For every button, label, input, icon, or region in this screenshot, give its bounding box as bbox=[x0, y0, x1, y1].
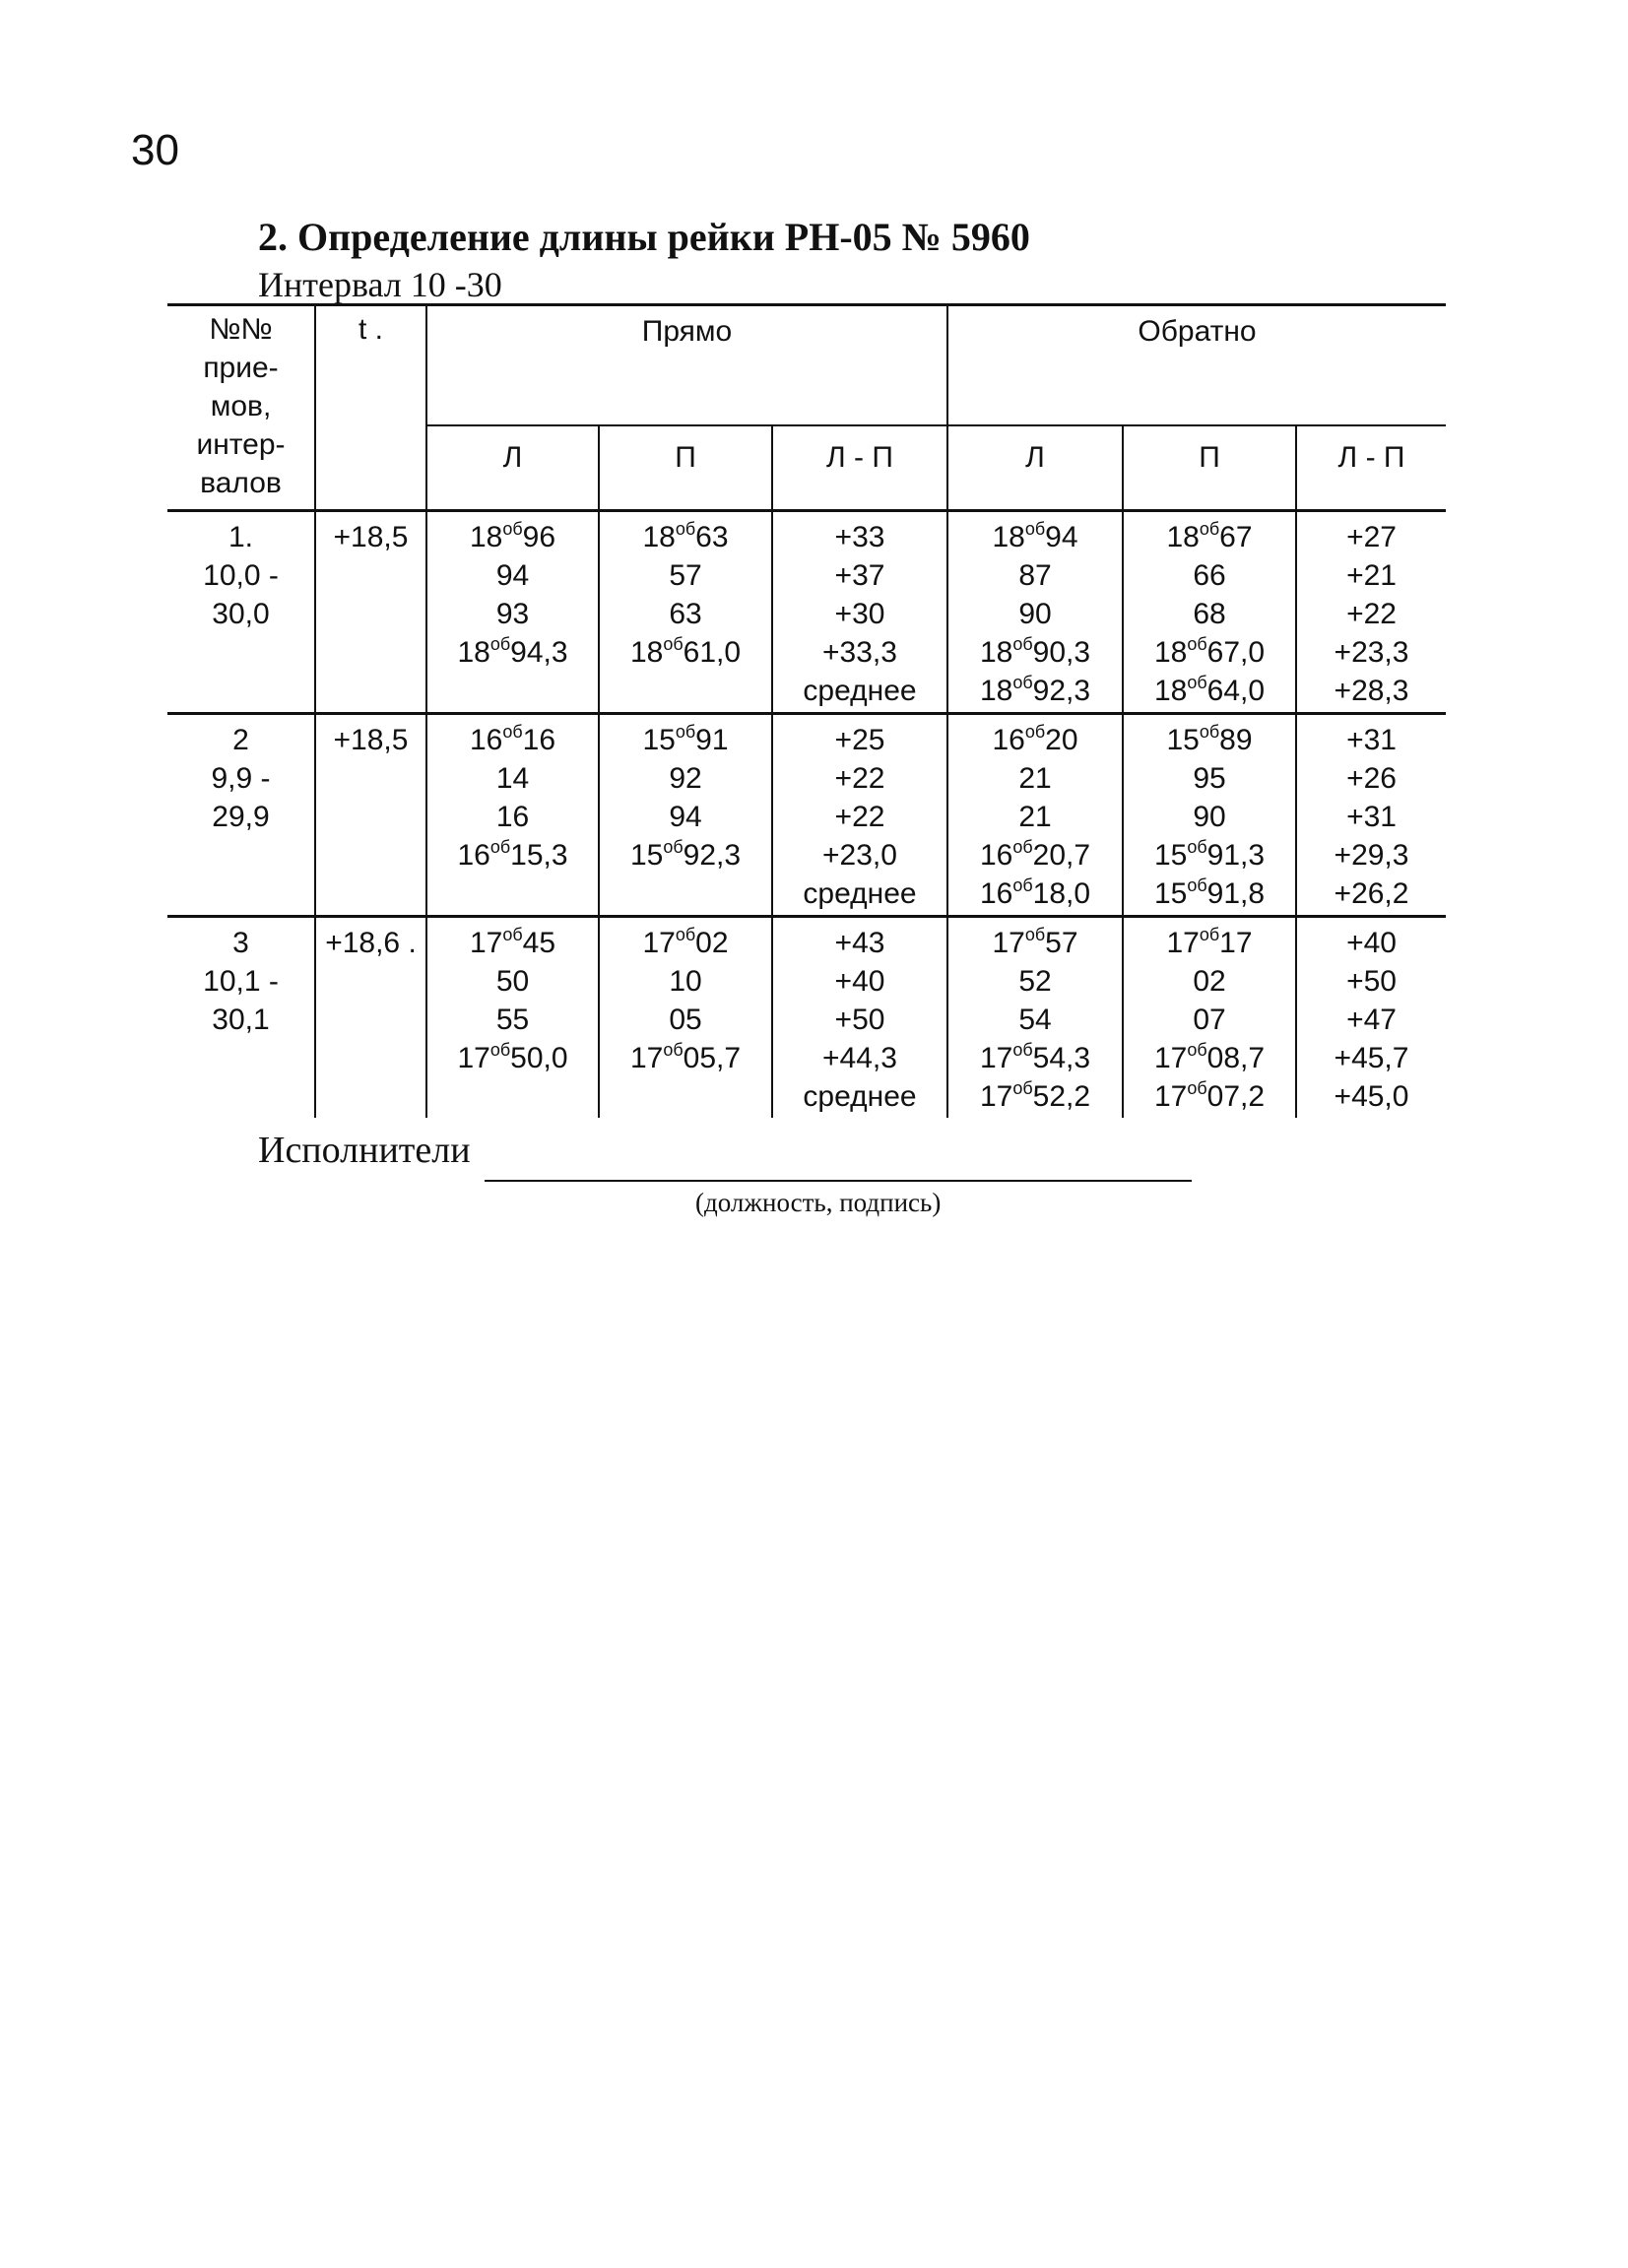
revolution-mark: об bbox=[1187, 837, 1207, 857]
revolution-mark: об bbox=[1012, 634, 1033, 654]
cell-direct-p: $15^{об}91$ 92 94 $15^{об}92,3$ bbox=[599, 714, 772, 917]
header-reception-number: №№ прие- мов, интер- валов bbox=[167, 305, 315, 511]
cell-reverse-diff: +40 +50 +47 +45,7 +45,0 bbox=[1296, 917, 1446, 1119]
revolution-mark: об bbox=[502, 519, 523, 539]
revolution-mark: об bbox=[489, 837, 511, 857]
revolution-mark: об bbox=[1012, 673, 1033, 692]
signature-line bbox=[485, 1180, 1192, 1182]
cell-direct-diff: +25 +22 +22 +23,0 среднее bbox=[772, 714, 947, 917]
revolution-mark: об bbox=[1024, 519, 1046, 539]
cell-reverse-diff: +27 +21 +22 +23,3 +28,3 bbox=[1296, 511, 1446, 714]
revolution-mark: об bbox=[1199, 925, 1220, 944]
cell-reverse-diff: +31 +26 +31 +29,3 +26,2 bbox=[1296, 714, 1446, 917]
measurement-table bbox=[167, 303, 1446, 1118]
revolution-mark: об bbox=[1187, 1040, 1207, 1060]
subheader-reverse-p: П bbox=[1123, 425, 1296, 511]
revolution-mark: об bbox=[1199, 519, 1220, 539]
revolution-mark: об bbox=[489, 634, 511, 654]
subheader-reverse-l: Л bbox=[947, 425, 1123, 511]
revolution-mark: об bbox=[675, 722, 696, 742]
cell-direct-diff: +33 +37 +30 +33,3 среднее bbox=[772, 511, 947, 714]
cell-reception-number: 2 9,9 - 29,9 bbox=[167, 714, 315, 917]
header-temperature: t . bbox=[315, 305, 426, 511]
cell-temperature: +18,5 bbox=[315, 511, 426, 714]
revolution-mark: об bbox=[663, 1040, 684, 1060]
cell-reception-number: 1. 10,0 - 30,0 bbox=[167, 511, 315, 714]
cell-reverse-l: $17^{об}57$ 52 54 $17^{об}54,3$ $17^{об}52,2$ bbox=[947, 917, 1123, 1119]
cell-reverse-l: $16^{об}20$ 21 21 $16^{об}20,7$ $16^{об}18,0$ bbox=[947, 714, 1123, 917]
header-direct: Прямо bbox=[426, 305, 947, 426]
cell-direct-p: $17^{об}02$ 10 05 $17^{об}05,7$ bbox=[599, 917, 772, 1119]
cell-direct-p: $18^{об}63$ 57 63 $18^{об}61,0$ bbox=[599, 511, 772, 714]
cell-direct-diff: +43 +40 +50 +44,3 среднее bbox=[772, 917, 947, 1119]
cell-direct-l: $16^{об}16$ 14 16 $16^{об}15,3$ bbox=[426, 714, 599, 917]
subheader-direct-p: П bbox=[599, 425, 772, 511]
cell-reverse-p: $15^{об}89$ 95 90 $15^{об}91,3$ $15^{об}91,8$ bbox=[1123, 714, 1296, 917]
subheader-direct-l: Л bbox=[426, 425, 599, 511]
revolution-mark: об bbox=[489, 1040, 511, 1060]
revolution-mark: об bbox=[1012, 1078, 1033, 1098]
revolution-mark: об bbox=[1012, 1040, 1033, 1060]
revolution-mark: об bbox=[675, 519, 696, 539]
cell-reverse-p: $17^{об}17$ 02 07 $17^{об}08,7$ $17^{об}07,2$ bbox=[1123, 917, 1296, 1119]
cell-temperature: +18,6 . bbox=[315, 917, 426, 1119]
document-subtitle: Интервал 10 -30 bbox=[258, 265, 502, 304]
revolution-mark: об bbox=[663, 837, 684, 857]
cell-reverse-p: $18^{об}67$ 66 68 $18^{об}67,0$ $18^{об}64,0$ bbox=[1123, 511, 1296, 714]
revolution-mark: об bbox=[675, 925, 696, 944]
revolution-mark: об bbox=[1187, 634, 1207, 654]
table-row bbox=[167, 917, 1446, 1119]
header-reverse: Обратно bbox=[947, 305, 1446, 426]
cell-reception-number: 3 10,1 - 30,1 bbox=[203, 927, 279, 1036]
revolution-mark: об bbox=[663, 634, 684, 654]
revolution-mark: об bbox=[1199, 722, 1220, 742]
table-row bbox=[167, 714, 1446, 917]
signature-caption: (должность, подпись) bbox=[695, 1188, 942, 1217]
revolution-mark: об bbox=[1012, 837, 1033, 857]
table-row bbox=[167, 511, 1446, 714]
cell-reverse-l: $18^{об}94$ 87 90 $18^{об}90,3$ $18^{об}92,3$ bbox=[947, 511, 1123, 714]
cell-direct-l: $17^{об}45$ 50 55 $17^{об}50,0$ bbox=[426, 917, 599, 1119]
subheader-reverse-diff: Л - П bbox=[1296, 425, 1446, 511]
revolution-mark: об bbox=[1024, 722, 1046, 742]
revolution-mark: об bbox=[1187, 1078, 1207, 1098]
revolution-mark: об bbox=[1024, 925, 1046, 944]
revolution-mark: об bbox=[1187, 875, 1207, 895]
cell-direct-l: $18^{об}96$ 94 93 $18^{об}94,3$ bbox=[426, 511, 599, 714]
revolution-mark: об bbox=[1187, 673, 1207, 692]
signature-label: Исполнители bbox=[258, 1130, 471, 1171]
cell-temperature: +18,5 bbox=[315, 714, 426, 917]
subheader-direct-diff: Л - П bbox=[772, 425, 947, 511]
revolution-mark: об bbox=[502, 722, 523, 742]
page-number: 30 bbox=[131, 126, 179, 174]
revolution-mark: об bbox=[1012, 875, 1033, 895]
revolution-mark: об bbox=[502, 925, 523, 944]
document-title: 2. Определение длины рейки РН-05 № 5960 bbox=[258, 215, 1030, 259]
